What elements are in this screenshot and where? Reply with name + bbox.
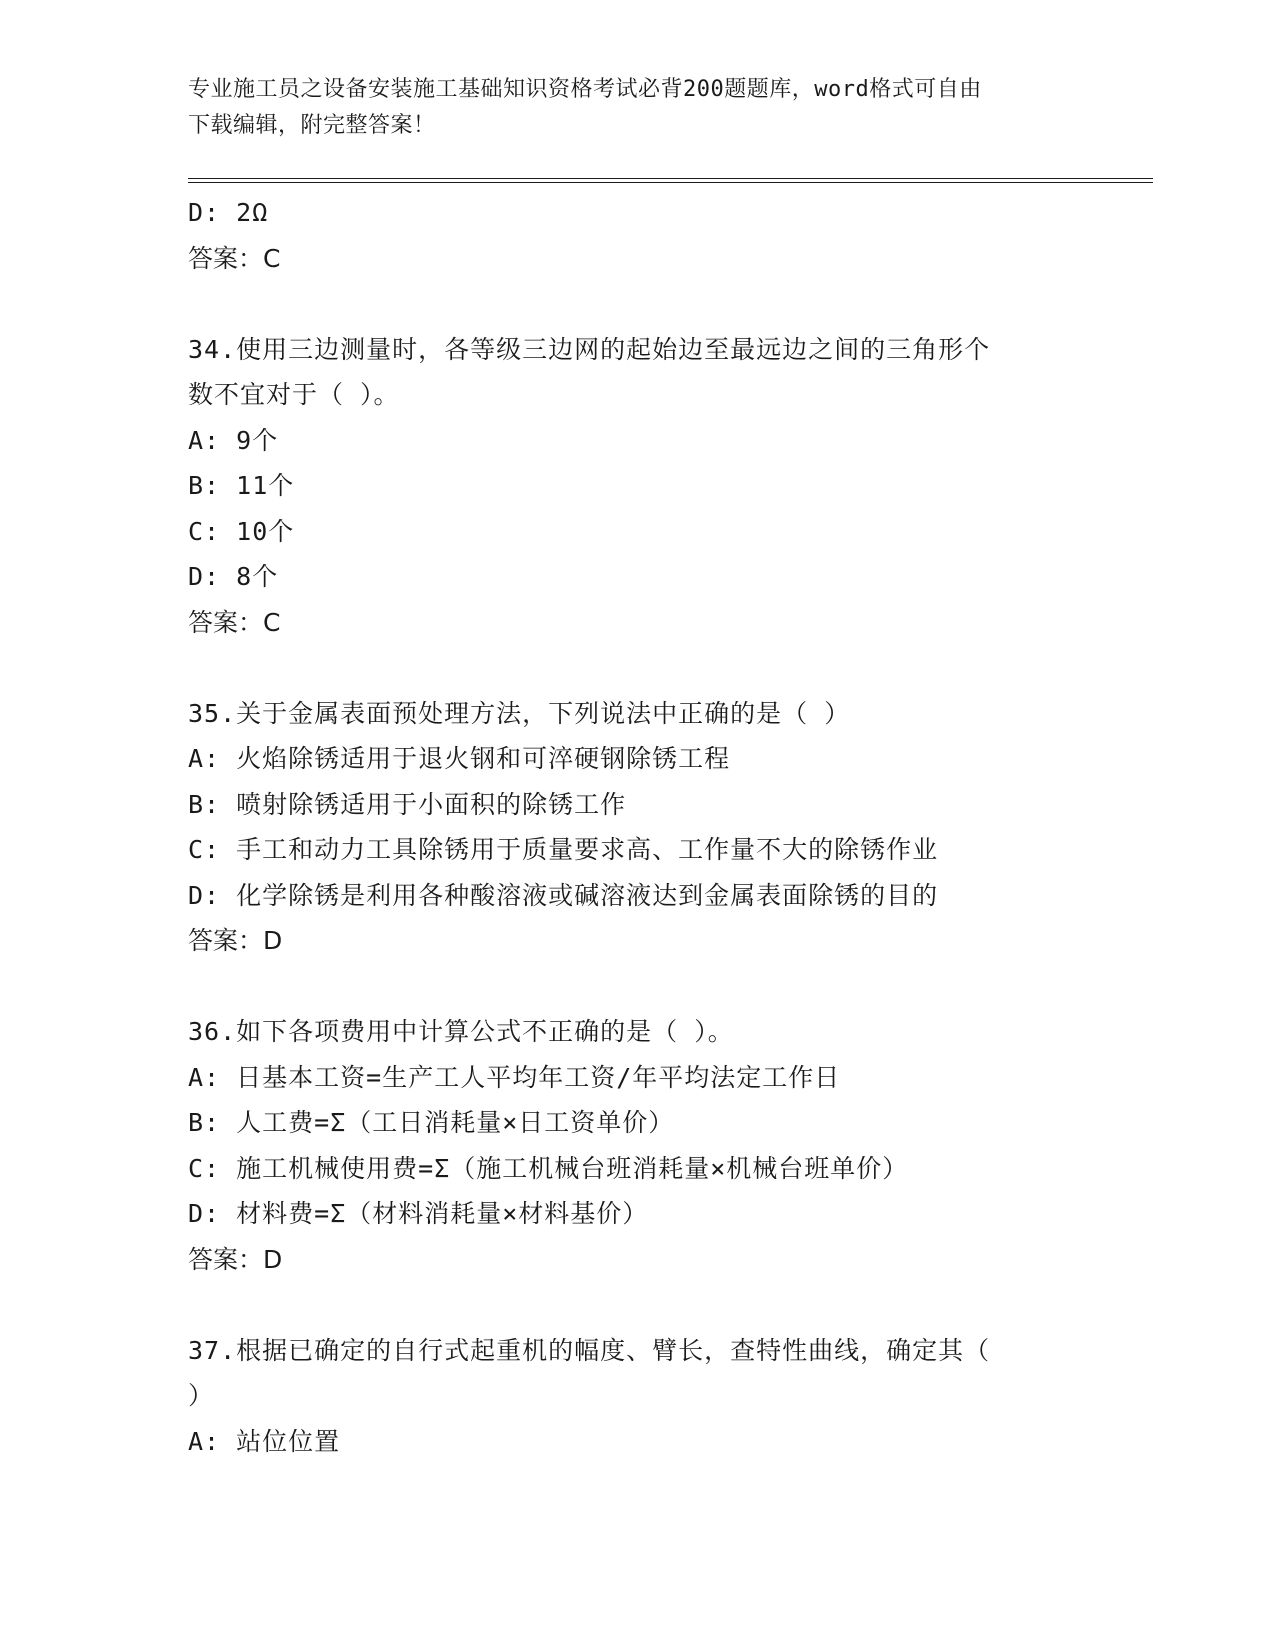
option-c: C: 手工和动力工具除锈用于质量要求高、工作量不大的除锈作业 <box>188 835 939 864</box>
option-a: A: 9个 <box>188 425 279 455</box>
option-a: A: 日基本工资=生产工人平均年工资/年平均法定工作日 <box>188 1062 841 1092</box>
question-content <box>188 190 1088 1464</box>
answer: 答案：C <box>188 607 281 637</box>
prev-option-d: D: 2Ω <box>188 198 269 227</box>
document-header <box>188 72 1088 144</box>
option-a: A: 火焰除锈适用于退火钢和可淬硬钢除锈工程 <box>188 744 731 773</box>
option-d: D: 化学除锈是利用各种酸溶液或碱溶液达到金属表面除锈的目的 <box>188 880 939 910</box>
spacer <box>188 964 1088 1010</box>
header-rule-bottom <box>188 182 1153 183</box>
answer: 答案：D <box>188 926 283 955</box>
header-rule-top <box>188 178 1153 179</box>
option-b: B: 11个 <box>188 471 295 500</box>
spacer <box>188 1282 1088 1328</box>
question-stem-line: 36.如下各项费用中计算公式不正确的是（ ）。 <box>188 1017 734 1046</box>
option-c: C: 10个 <box>188 516 295 546</box>
option-a: A: 站位位置 <box>188 1426 341 1456</box>
question-stem-line: 37.根据已确定的自行式起重机的幅度、臂长，查特性曲线，确定其（ <box>188 1335 991 1365</box>
question-stem-line: ） <box>188 1381 215 1410</box>
header-line-2: 下载编辑，附完整答案！ <box>188 113 436 138</box>
spacer <box>188 645 1088 691</box>
option-d: D: 材料费=Σ（材料消耗量×材料基价） <box>188 1199 649 1228</box>
question-stem-line: 35.关于金属表面预处理方法，下列说法中正确的是（ ） <box>188 698 851 728</box>
spacer <box>188 281 1088 327</box>
option-c: C: 施工机械使用费=Σ（施工机械台班消耗量×机械台班单价） <box>188 1153 909 1183</box>
question-36 <box>188 1009 1088 1282</box>
question-34 <box>188 327 1088 646</box>
option-b: B: 喷射除锈适用于小面积的除锈工作 <box>188 789 627 819</box>
header-line-1: 专业施工员之设备安装施工基础知识资格考试必背200题题库，word格式可自由 <box>188 77 982 102</box>
question-stem-line: 数不宜对于（ ）。 <box>188 380 400 409</box>
question-37 <box>188 1328 1088 1465</box>
question-stem-line: 34.使用三边测量时，各等级三边网的起始边至最远边之间的三角形个 <box>188 334 991 364</box>
question-35 <box>188 691 1088 964</box>
option-b: B: 人工费=Σ（工日消耗量×日工资单价） <box>188 1108 675 1137</box>
option-d: D: 8个 <box>188 562 279 591</box>
prev-answer: 答案：C <box>188 243 281 273</box>
answer: 答案：D <box>188 1244 283 1274</box>
